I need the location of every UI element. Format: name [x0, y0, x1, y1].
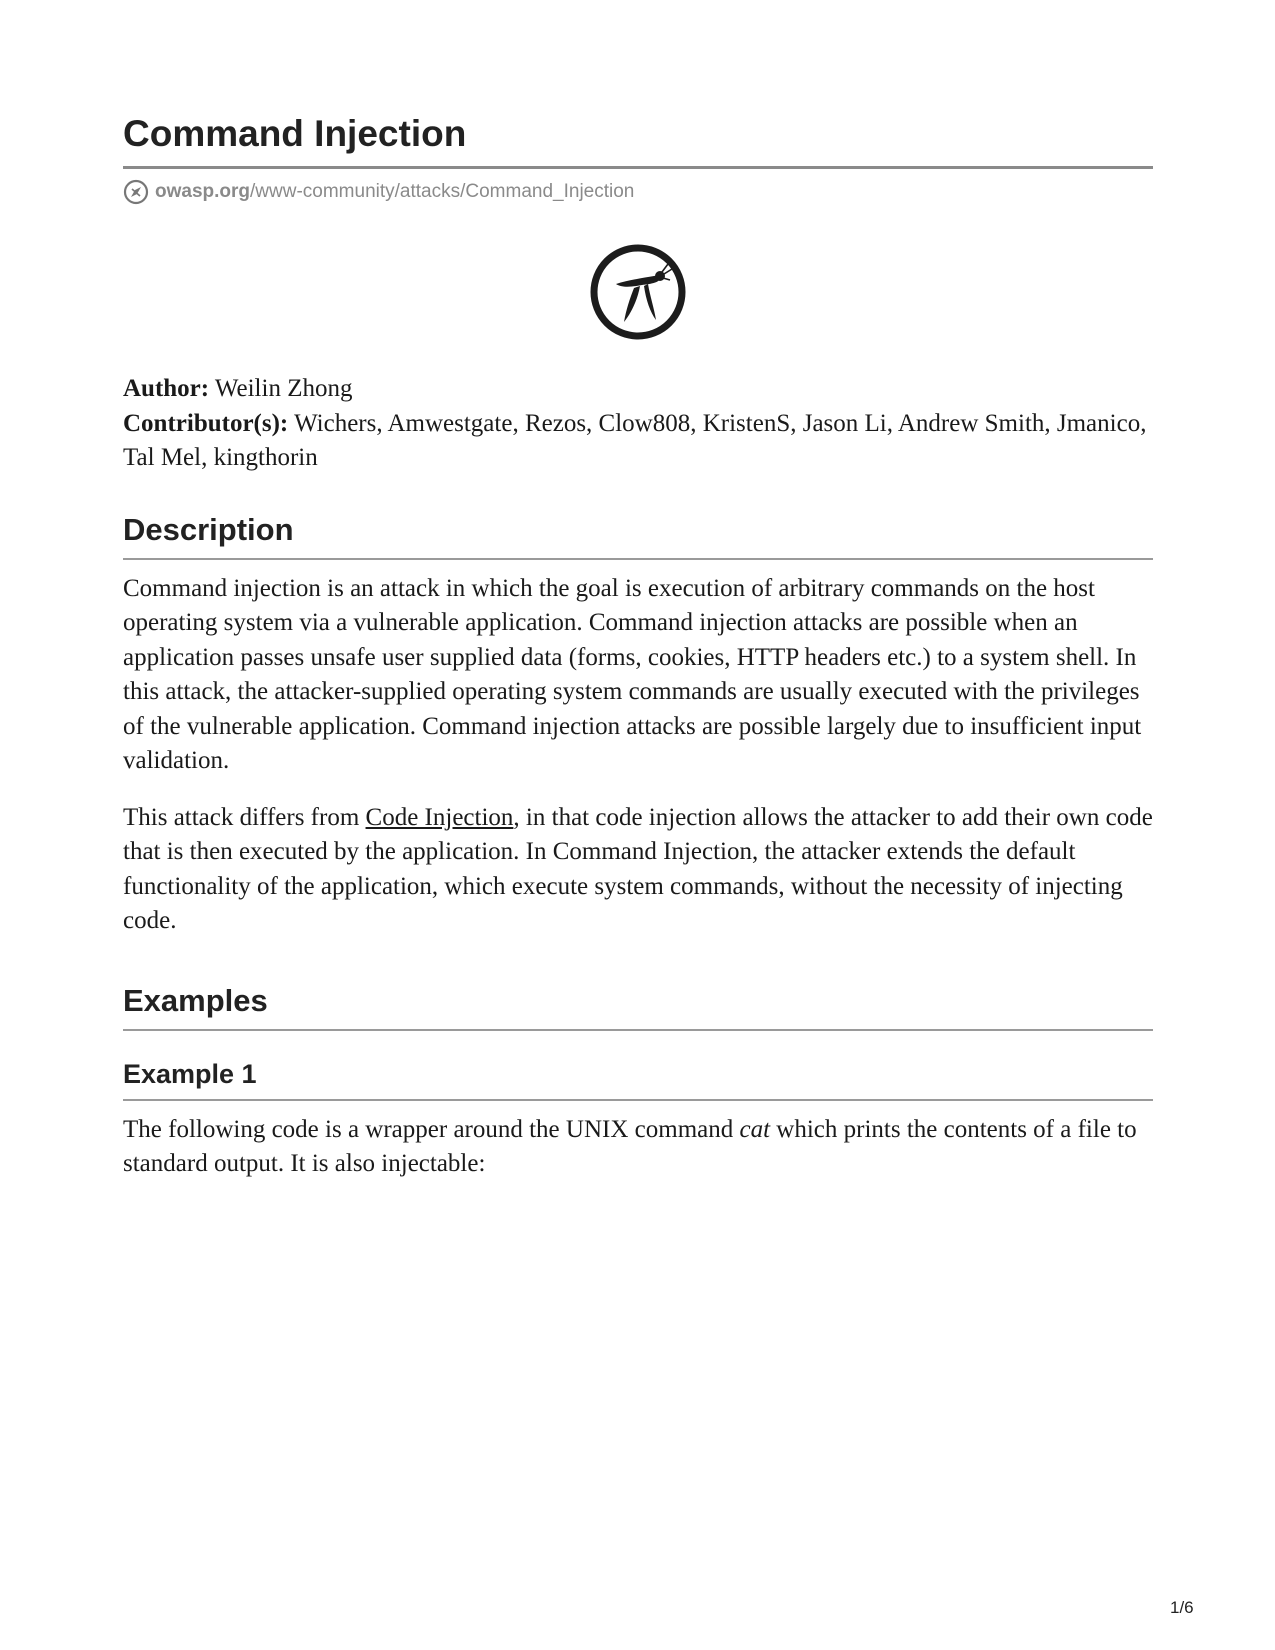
page-number: 1/6	[1170, 1598, 1194, 1617]
examples-heading: Examples	[123, 981, 1153, 1031]
compass-icon	[123, 179, 149, 205]
description-paragraph-1: Command injection is an attack in which the goal is execution of arbitrary commands on the host operating system via a vulnerable application. Command injection attacks are possible when an application passes unsafe user supplied data (forms, cookies, HTTP headers etc.) to a system shell. In this attack, the attacker-supplied operating system commands are usually executed with the privileges of the vulnerable application. Command injection attacks are possible largely due to insufficient input validation.	[123, 574, 1142, 774]
page-title: Command Injection	[123, 110, 1153, 169]
logo-container	[123, 242, 1153, 346]
example-1-heading: Example 1	[123, 1057, 1153, 1101]
code-injection-link[interactable]: Code Injection	[365, 803, 514, 831]
example-1-command-name: cat	[739, 1115, 771, 1143]
contributors-label: Contributor(s):	[123, 409, 289, 437]
paragraph-2-text-before: This attack differs from	[123, 803, 366, 831]
source-path: /www-community/attacks/Command_Injection	[250, 181, 635, 202]
author-line	[123, 372, 1153, 407]
description-paragraph-2	[123, 801, 1153, 939]
owasp-wasp-logo	[588, 242, 688, 342]
description-heading: Description	[123, 510, 1153, 560]
contributors-line	[123, 407, 1153, 476]
author-label: Author:	[123, 375, 210, 402]
author-value: Weilin Zhong	[214, 375, 353, 402]
document-page	[123, 110, 1153, 1182]
example-1-paragraph	[123, 1113, 1153, 1182]
paragraph-2-text-after: , in that code injection allows the attacker to add their own code that is then executed by the application. In Command Injection, the attacker extends the default functionality of the application, which execute system commands, without the necessity of injecting code.	[123, 803, 1153, 934]
source-url[interactable]	[123, 178, 1153, 206]
author-block	[123, 372, 1153, 476]
example-1-text-before: The following code is a wrapper around the UNIX command	[123, 1115, 740, 1143]
source-domain: owasp.org	[155, 181, 251, 202]
contributors-value: Wichers, Amwestgate, Rezos, Clow808, KristenS, Jason Li, Andrew Smith, Jmanico, Tal Mel, kingthorin	[123, 409, 1147, 471]
example-1-text-after: which prints the contents of a file to standard output. It is also injectable:	[123, 1115, 1137, 1177]
